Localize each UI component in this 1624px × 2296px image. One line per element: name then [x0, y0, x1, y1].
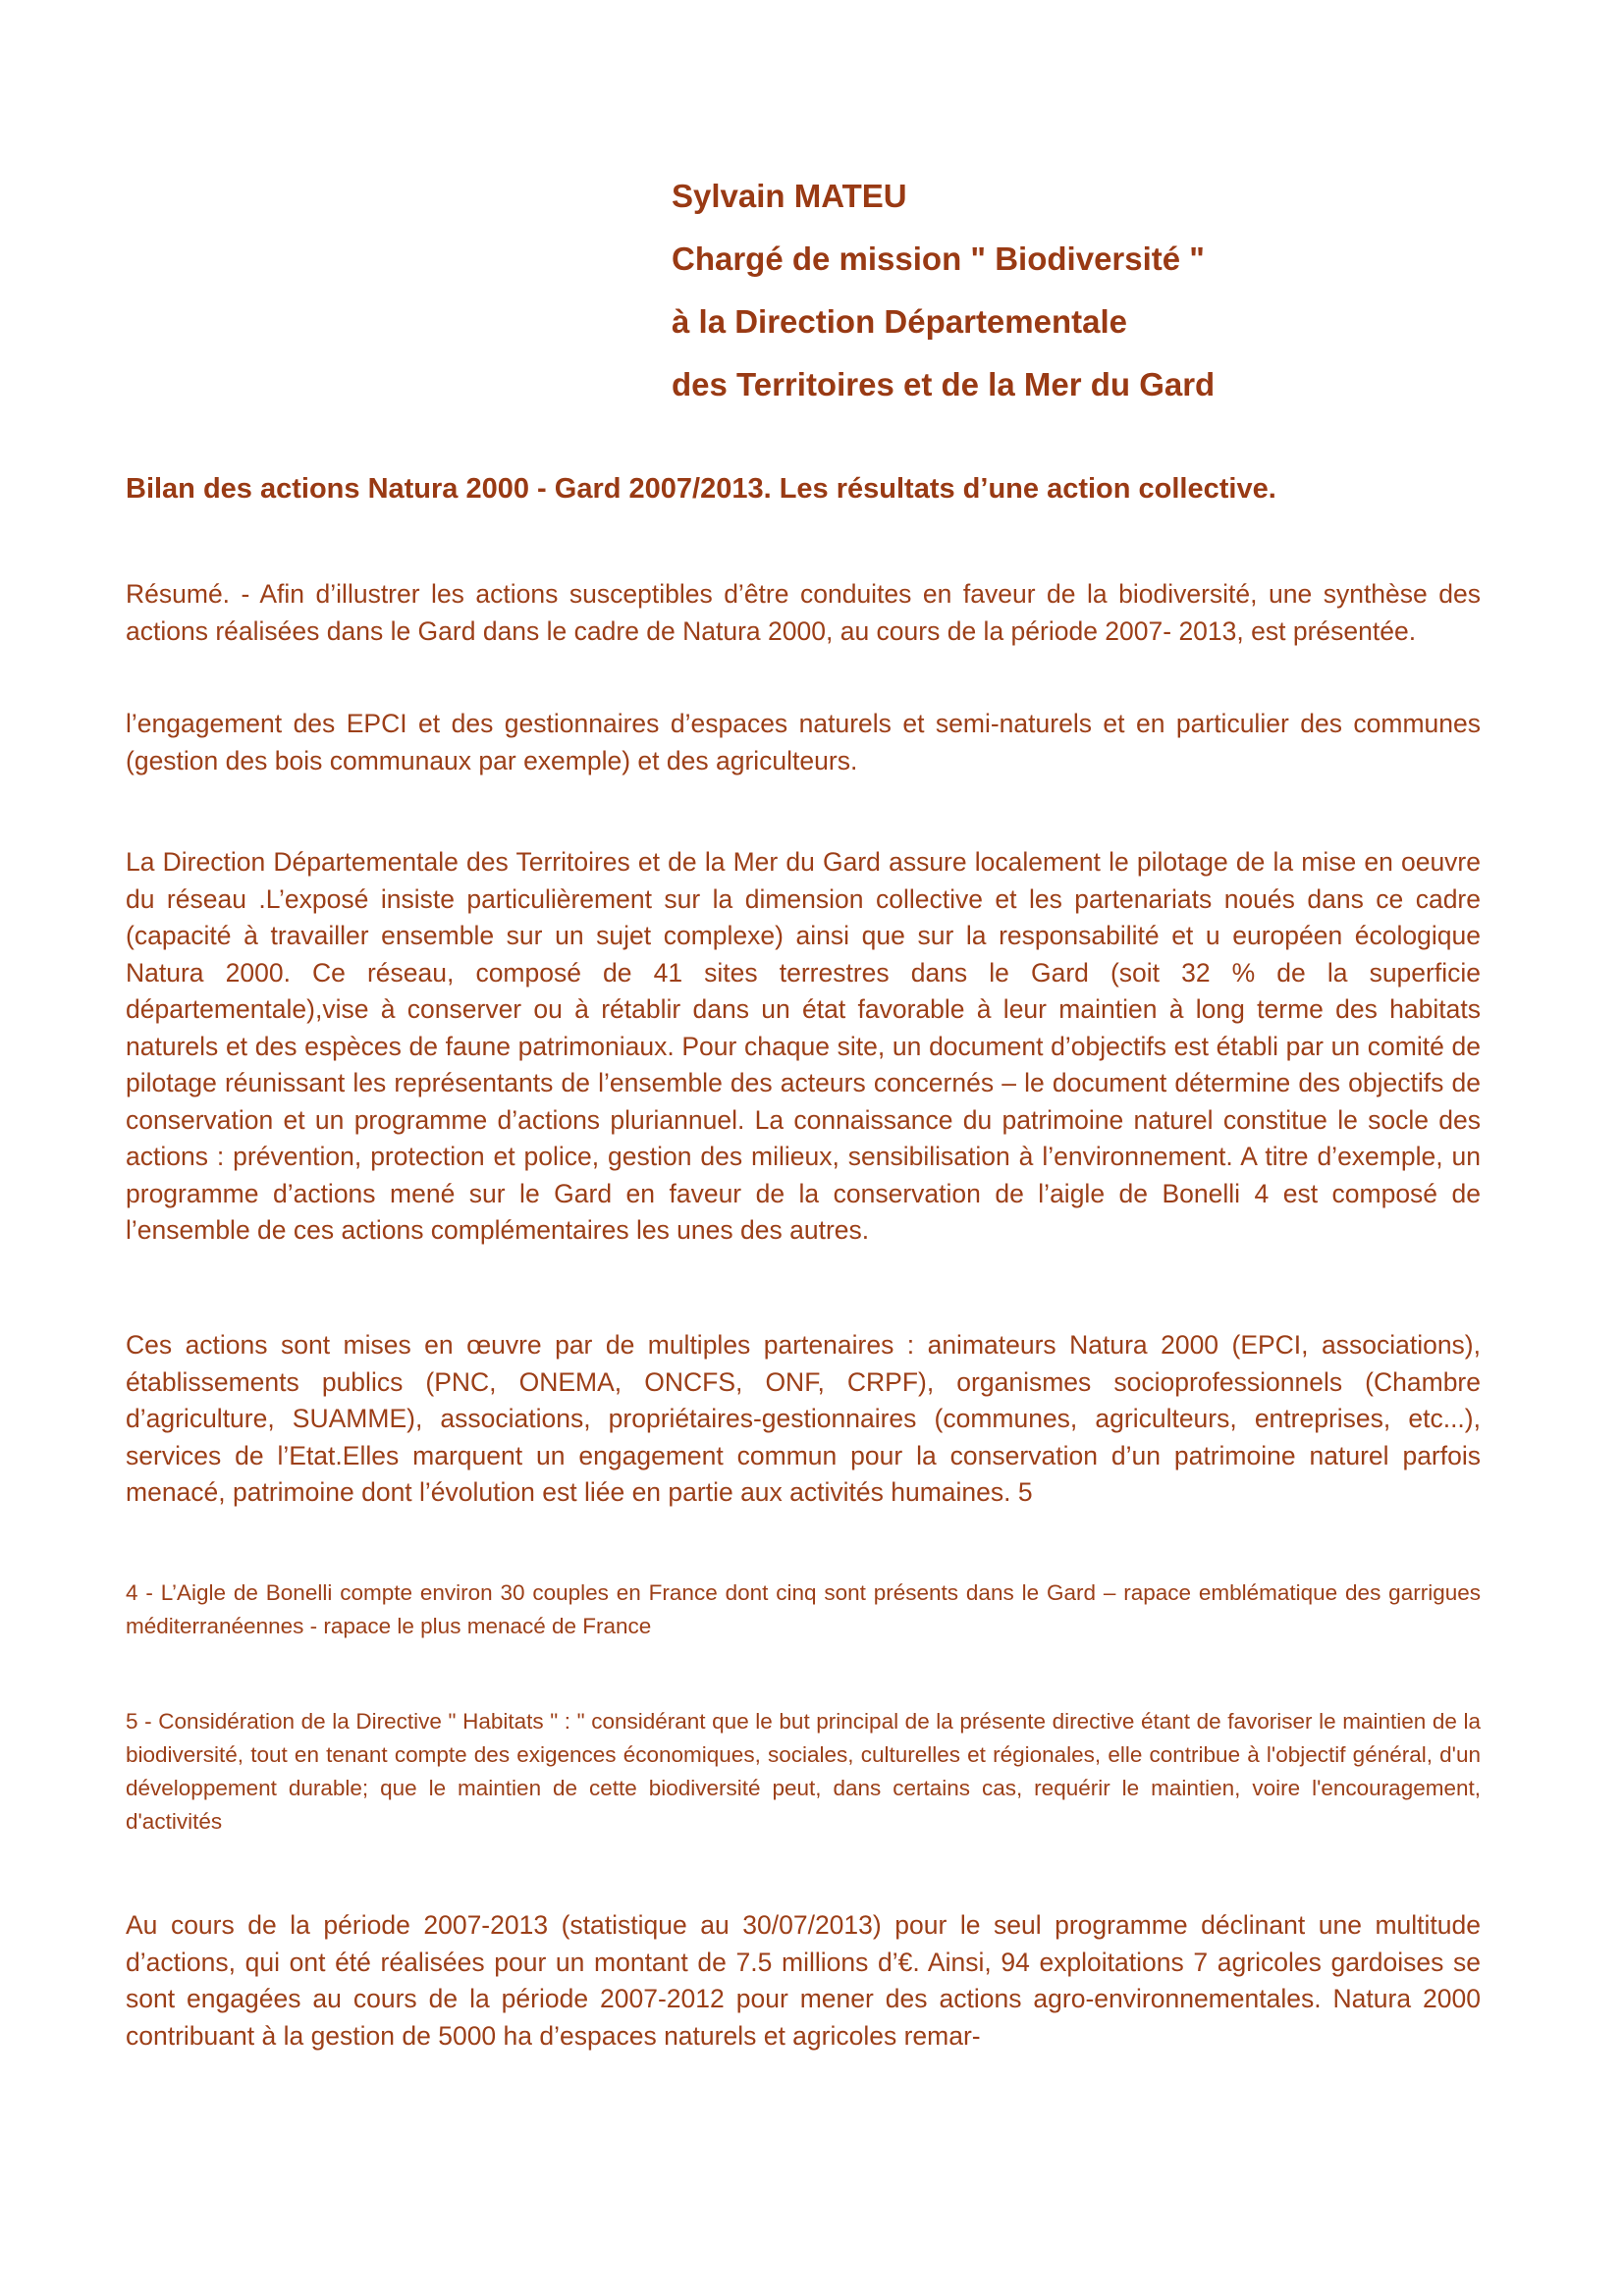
footnote-5: 5 - Considération de la Directive " Habitats " : " considérant que le but principal de la présente directive étant de favoriser le maintien de la biodiversité, tout en tenant compte des exigences économiques, sociales, culturelles et régionales, elle contribue à l'objectif général, d'un développement durable; que le maintien de cette biodiversité peut, dans certains cas, requérir le maintien, voire l'encouragement, d'activités	[126, 1709, 1481, 1834]
article-title: Bilan des actions Natura 2000 - Gard 2007/2013. Les résultats d’une action collective.	[126, 473, 1276, 505]
partners-paragraph: Ces actions sont mises en œuvre par de multiples partenaires : animateurs Natura 2000 (EPCI, associations), établissements publics (PNC, ONEMA, ONCFS, ONF, CRPF), organismes socioprofessionnels (Chambre d’agriculture, SUAMME), associations, propriétaires-gestionnaires (communes, agriculteurs, entreprises, etc...), services de l’Etat.Elles marquent un engagement commun pour la conservation d’un patrimoine naturel parfois menacé, patrimoine dont l’évolution est liée en partie aux activités humaines. 5	[126, 1330, 1481, 1507]
author-role: Chargé de mission " Biodiversité "	[672, 240, 1205, 277]
author-block	[672, 165, 1516, 416]
author-affiliation-line-1: à la Direction Départementale	[672, 303, 1127, 340]
footnote-4: 4 - L’Aigle de Bonelli compte environ 30 couples en France dont cinq sont présents dans le Gard – rapace emblématique des garrigues méditerranéennes - rapace le plus menacé de France	[126, 1580, 1481, 1638]
author-affiliation-line-2: des Territoires et de la Mer du Gard	[672, 366, 1216, 402]
results-paragraph: Au cours de la période 2007-2013 (statistique au 30/07/2013) pour le seul programme déclinant une multitude d’actions, qui ont été réalisées pour un montant de 7.5 millions d’€. Ainsi, 94 exploitations 7 agricoles gardoises se sont engagées au cours de la période 2007-2012 pour mener des actions agro-environnementales. Natura 2000 contribuant à la gestion de 5000 ha d’espaces naturels et agricoles remar-	[126, 1910, 1481, 2051]
author-name: Sylvain MATEU	[672, 178, 907, 214]
engagement-paragraph: l’engagement des EPCI et des gestionnaires d’espaces naturels et semi-naturels et en particulier des communes (gestion des bois communaux par exemple) et des agriculteurs.	[126, 709, 1481, 775]
ddtm-paragraph: La Direction Départementale des Territoires et de la Mer du Gard assure localement le pilotage de la mise en oeuvre du réseau .L’exposé insiste particulièrement sur la dimension collective et les partenariats noués dans ce cadre (capacité à travailler ensemble sur un sujet complexe) ainsi que sur la responsabilité et u européen écologique Natura 2000. Ce réseau, composé de 41 sites terrestres dans le Gard (soit 32 % de la superficie départementale),vise à conserver ou à rétablir dans un état favorable à leur maintien à long terme des habitats naturels et des espèces de faune patrimoniaux. Pour chaque site, un document d’objectifs est établi par un comité de pilotage réunissant les représentants de l’ensemble des acteurs concernés – le document détermine des objectifs de conservation et un programme d’actions pluriannuel. La connaissance du patrimoine naturel constitue le socle des actions : prévention, protection et police, gestion des milieux, sensibilisation à l’environnement. A titre d’exemple, un programme d’actions mené sur le Gard en faveur de la conservation de l’aigle de Bonelli 4 est composé de l’ensemble de ces actions complémentaires les unes des autres.	[126, 847, 1481, 1245]
abstract-paragraph: Résumé. - Afin d’illustrer les actions susceptibles d’être conduites en faveur de la biodiversité, une synthèse des actions réalisées dans le Gard dans le cadre de Natura 2000, au cours de la période 2007- 2013, est présentée.	[126, 579, 1481, 646]
